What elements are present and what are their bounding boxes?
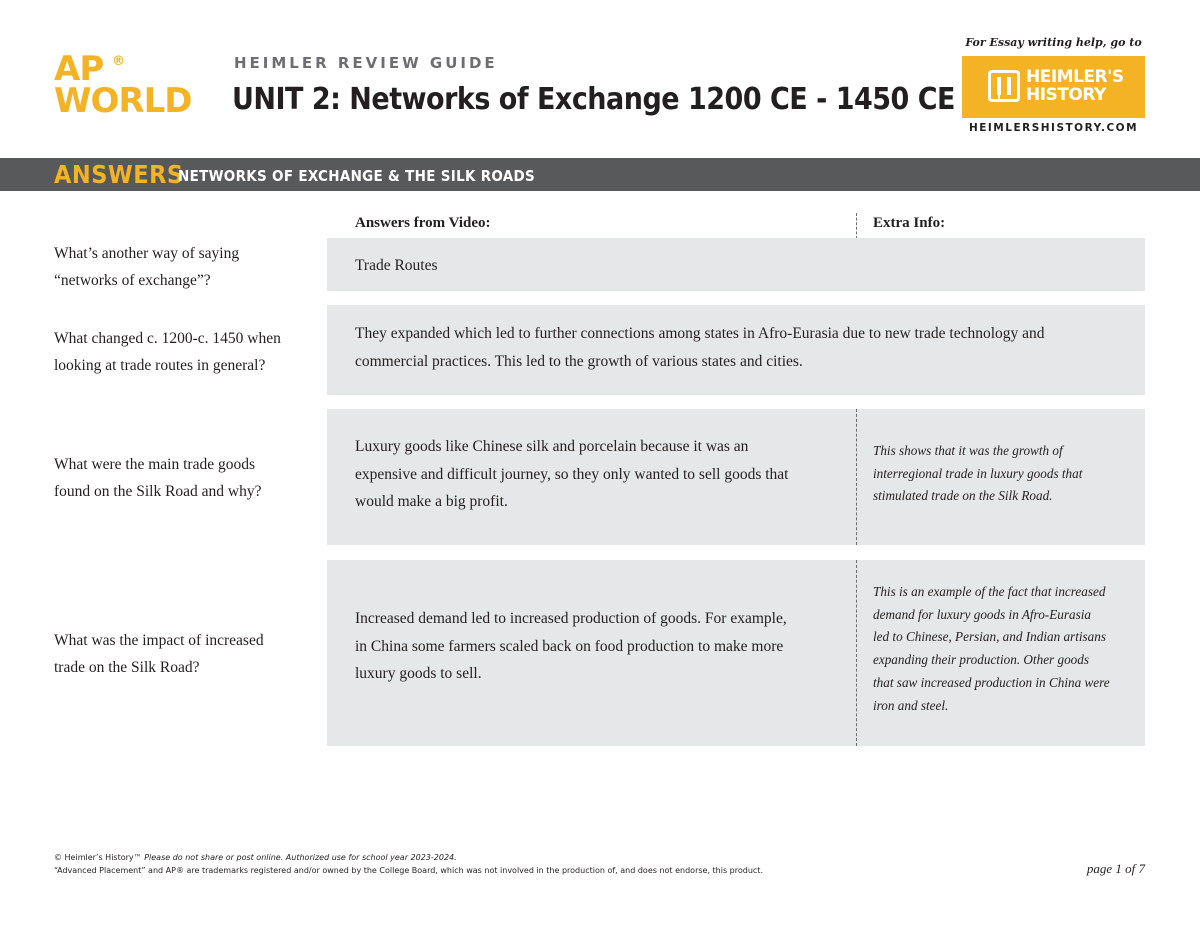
question-line: trade on the Silk Road? [54,659,200,676]
extra-line: stimulated trade on the Silk Road. [873,488,1053,504]
column-divider [856,560,857,746]
answer-box-3 [327,409,1145,545]
guide-label: HEIMLER REVIEW GUIDE [234,54,498,72]
answer-text-3 [355,433,850,516]
answer-line: They expanded which led to further connections among states in Afro-Eurasia due to new trade technology and [355,325,1045,342]
page-title: UNIT 2: Networks of Exchange 1200 CE - 1450 CE [232,82,955,117]
extra-info-3 [873,440,1138,508]
page-number: page 1 of 7 [1086,861,1145,876]
extra-line: This is an example of the fact that increased [873,584,1106,599]
essay-help-text: For Essay writing help, go to [965,36,1142,49]
footer-copyright [54,853,457,862]
section-banner [0,158,1200,191]
extra-line: expanding their production. Other goods [873,652,1089,668]
extra-line: iron and steel. [873,697,949,713]
answer-line: commercial practices. This led to the growth of various states and cities. [355,352,803,370]
extra-line: led to Chinese, Persian, and Indian artisans [873,629,1106,645]
extra-info-4 [873,581,1138,717]
logo-registered-mark: ® [112,54,125,69]
extra-line: demand for luxury goods in Afro-Eurasia [873,606,1091,622]
answers-label: ANSWERS [54,160,184,189]
answer-text-1 [355,252,438,280]
question-line: What changed c. 1200-c. 1450 when [54,330,281,347]
question-line: What’s another way of saying [54,245,240,262]
footer-trademark: “Advanced Placement” and AP® are trademarks registered and/or owned by the College Board, which was not involved in the production of, and does not endorse, this product. [54,866,763,875]
brand-name [1026,68,1124,104]
question-1 [54,240,312,294]
question-line: What were the main trade goods [54,456,255,473]
brand-name-line-2: HISTORY [1026,85,1106,105]
answer-line: would make a big profit. [355,493,508,510]
question-3 [54,451,312,505]
answers-column-header: Answers from Video: [355,215,491,231]
answer-line: Luxury goods like Chinese silk and porcelain because it was an [355,438,749,455]
answer-line: Increased demand led to increased production of goods. For example, [355,610,787,627]
answer-text-2 [355,320,1145,375]
extra-info-column-header: Extra Info: [873,215,946,231]
heimlers-history-logo-icon [988,70,1020,102]
question-line: “networks of exchange”? [54,272,211,289]
question-line: What was the impact of increased [54,632,264,649]
extra-line: This shows that it was the growth of [873,443,1063,458]
usage-notice: Please do not share or post online. Authorized use for school year 2023-2024. [144,853,457,862]
answer-line: in China some farmers scaled back on food production to make more [355,637,784,655]
extra-line: that saw increased production in China were [873,674,1110,690]
answer-box-2 [327,305,1145,395]
answer-line: Trade Routes [355,257,438,274]
column-divider [856,213,857,239]
answer-box-4 [327,560,1145,746]
brand-url-link[interactable]: HEIMLERSHISTORY.COM [968,122,1139,134]
logo-ap-text: AP [54,49,104,89]
question-line: found on the Silk Road and why? [54,483,262,500]
question-2 [54,325,312,379]
answer-line: expensive and difficult journey, so they only wanted to sell goods that [355,465,789,483]
heimlers-history-logo[interactable] [962,56,1145,118]
column-divider [856,409,857,545]
logo-world-text: WORLD [54,81,192,121]
question-line: looking at trade routes in general? [54,357,266,374]
question-4 [54,627,312,681]
copyright-text: © Heimler’s History™ [54,853,142,862]
extra-line: interregional trade in luxury goods that [873,465,1083,481]
brand-name-line-1: HEIMLER'S [1026,67,1124,87]
ap-world-logo [54,49,209,121]
section-topic: NETWORKS OF EXCHANGE & THE SILK ROADS [178,167,536,185]
answer-box-1 [327,238,1145,291]
answer-line: luxury goods to sell. [355,665,482,682]
answer-text-4 [355,605,850,688]
